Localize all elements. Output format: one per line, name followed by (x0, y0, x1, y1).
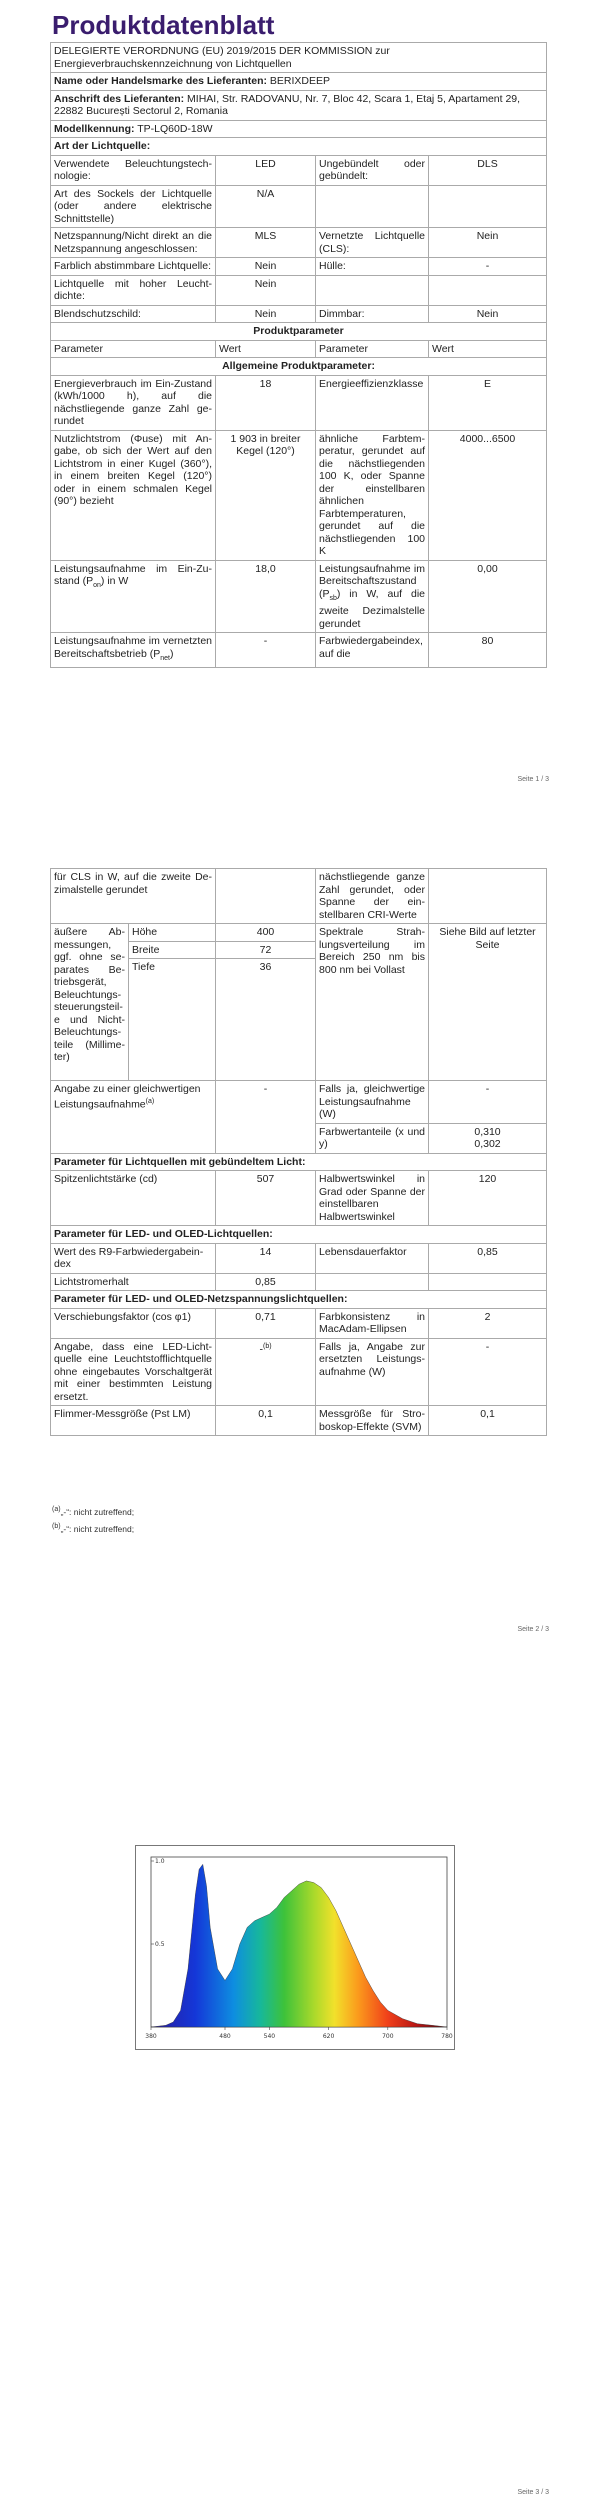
networked-standby-power-value-cont (216, 869, 316, 924)
lamp-type-label: Netzspannung/Nicht direkt an die Netzspannung angeschlossen: (51, 228, 216, 258)
energy-consumption-label: Energieverbrauch im Ein-Zustand (kWh/1000 h), auf die nächstliegende ganze Zahl gerundet (51, 375, 216, 430)
peak-intensity-value: 507 (216, 1171, 316, 1226)
energy-class-value: E (429, 375, 547, 430)
survival-factor-value: 0,85 (429, 1243, 547, 1273)
footnote-b: $^{(b)}$„-“: nicht zutreffend; (52, 1523, 135, 1534)
svm-label: Messgröße für Stroboskop-Effekte (SVM) (316, 1406, 429, 1436)
supplier-name-value: BERIXDEEP (269, 75, 331, 87)
x-tick-label: 480 (219, 2033, 231, 2040)
product-sheet-table-continued (50, 868, 547, 1436)
dimension-width-value: 72 (216, 941, 316, 959)
lamp-type-value: DLS (429, 155, 547, 185)
model-value: TP-LQ60D-18W (137, 122, 213, 135)
on-mode-power-value: 18,0 (216, 560, 316, 633)
y-tick-label: 1.0 (155, 1858, 165, 1865)
lamp-type-value (429, 185, 547, 228)
supplier-address-row (51, 90, 547, 120)
chromaticity-y: 0,302 (474, 1138, 501, 1150)
cri-value-cont (429, 869, 547, 924)
replaced-power-value: - (429, 1338, 547, 1406)
supplier-name-row (51, 73, 547, 91)
lamp-type-label: Art des Sockels der Lichtquelle (oder andere elektrische Schnittstelle) (51, 185, 216, 228)
lamp-type-label (316, 275, 429, 305)
supplier-name-label: Name oder Handelsmarke des Lieferanten: (54, 75, 267, 87)
lamp-type-value: Nein (429, 228, 547, 258)
cri-label: Farbwiedergabeindex, auf die (316, 633, 429, 668)
equivalent-power-value: - (216, 1081, 316, 1154)
svm-value: 0,1 (429, 1406, 547, 1436)
spectral-distribution-value: Siehe Bild auf letzter Seite (429, 924, 547, 1081)
replacement-claim-label: Angabe, dass eine LED-Lichtquelle eine Leuchtstofflichtquelle ohne eingebautes Vorschaltgerät mit einer bestimmten Leistung ersetzt. (51, 1338, 216, 1406)
page-number: Seite 1 / 3 (517, 776, 549, 783)
macadam-label: Farbkonsistenz in MacAdam-Ellipsen (316, 1308, 429, 1338)
color-temperature-value: 4000...6500 (429, 430, 547, 560)
lamp-type-heading: Art der Lichtquelle: (51, 138, 547, 156)
spectral-distribution-label: Spektrale Strahlungsverteilung im Bereich 250 nm bis 800 nm bei Vollast (316, 924, 429, 1081)
x-tick-label: 620 (322, 2033, 335, 2040)
equivalent-power-w-label: Falls ja, gleichwertige Leistungsaufnahme (W) (316, 1081, 429, 1124)
replaced-power-label: Falls ja, Angabe zur ersetzten Leistungsaufnahme (W) (316, 1338, 429, 1406)
page-2 (0, 858, 591, 1638)
lamp-type-value: Nein (429, 305, 547, 323)
macadam-value: 2 (429, 1308, 547, 1338)
lamp-type-value: LED (216, 155, 316, 185)
col-header-param: Parameter (316, 340, 429, 358)
lamp-type-label: Blendschutzschild: (51, 305, 216, 323)
x-tick-label: 380 (145, 2033, 157, 2040)
empty-cell (429, 1273, 547, 1291)
chromaticity-value (429, 1123, 547, 1153)
dimension-height-value: 400 (216, 924, 316, 942)
footnote-a: $^{(a)}$„-“: nicht zutreffend; (52, 1506, 135, 1517)
lamp-type-label: Vernetzte Lichtquelle (CLS): (316, 228, 429, 258)
product-params-heading: Produktparameter (51, 323, 547, 341)
page-3 (0, 1745, 591, 2510)
lamp-type-value: N/A (216, 185, 316, 228)
product-sheet-table (50, 42, 547, 668)
lamp-type-label: Dimmbar: (316, 305, 429, 323)
page-number: Seite 3 / 3 (517, 2489, 549, 2496)
r9-label: Wert des R9-Farbwiedergabeindex (51, 1243, 216, 1273)
mains-heading: Parameter für LED- und OLED-Netzspannungslichtquellen: (51, 1291, 547, 1309)
dimension-width-label: Breite (129, 941, 216, 959)
networked-standby-power-value: - (216, 633, 316, 668)
led-heading: Parameter für LED- und OLED-Lichtquellen: (51, 1226, 547, 1244)
y-tick-label: 0.5 (155, 1941, 165, 1948)
supplier-address-label: Anschrift des Lieferanten: (54, 92, 185, 105)
cri-value: 80 (429, 633, 547, 668)
document-title: Produktdatenblatt (52, 10, 275, 40)
col-header-param: Parameter (51, 340, 216, 358)
on-mode-power-label: Leistungsaufnahme im Ein-Zustand $(P_{on})$ in W (51, 560, 216, 633)
networked-standby-power-label-cont: für CLS in W, auf die zweite Dezimalstelle gerundet (51, 869, 216, 924)
cri-label-cont: nächstliegende ganze Zahl gerundet, oder Spanne der einstellbaren CRI-Werte (316, 869, 429, 924)
chromaticity-x: 0,310 (474, 1125, 501, 1138)
lamp-type-value: MLS (216, 228, 316, 258)
supplier-address-value: MIHAI, Str. RADOVANU, Nr. 7, Bloc 42, Scara 1, Etaj 5, Apartament 29, 22882 București Sectorul 2, Romania (54, 92, 521, 117)
directional-heading: Parameter für Lichtquellen mit gebündeltem Licht: (51, 1153, 547, 1171)
dimensions-label: äußere Abmessungen, ggf. ohne separates Betriebsgerät, Beleuchtungssteuerungsteile und Nicht-Beleuchtungsteile (Millimeter) (51, 924, 129, 1081)
lumen-maintenance-label: Lichtstromerhalt (51, 1273, 216, 1291)
standby-power-label: Leistungsaufnahme im Bereitschaftszustand $(P_{sb})$ in W, auf die zweite Dezimalstelle gerundet (316, 560, 429, 633)
lamp-type-value: - (429, 258, 547, 276)
r9-value: 14 (216, 1243, 316, 1273)
page-number: Seite 2 / 3 (517, 1626, 549, 1633)
lamp-type-label: Lichtquelle mit hoher Leuchtdichte: (51, 275, 216, 305)
spectral-chart-svg (135, 1845, 455, 2050)
x-tick-label: 700 (382, 2033, 394, 2040)
networked-standby-power-label: Leistungsaufnahme im vernetzten Bereitschaftsbetrieb $(P_{net})$ (51, 633, 216, 668)
lamp-type-label: Ungebündelt oder gebündelt: (316, 155, 429, 185)
x-tick-label: 540 (263, 2033, 276, 2040)
lamp-type-value (429, 275, 547, 305)
dimension-height-label: Höhe (129, 924, 216, 942)
survival-factor-label: Lebensdauerfaktor (316, 1243, 429, 1273)
col-header-value: Wert (429, 340, 547, 358)
general-params-heading: Allgemeine Produktparameter: (51, 358, 547, 376)
lamp-type-label (316, 185, 429, 228)
dimension-depth-value: 36 (216, 959, 316, 1081)
model-label: Modellkennung: (54, 122, 135, 135)
chromaticity-label: Farbwertanteile (x und y) (316, 1123, 429, 1153)
regulation-text: DELEGIERTE VERORDNUNG (EU) 2019/2015 DER KOMMISSION zur Energieverbrauchskennzeichnung von Lichtquellen (51, 43, 547, 73)
energy-consumption-value: 18 (216, 375, 316, 430)
beam-angle-label: Halbwertswinkel in Grad oder Spanne der einstellbaren Halbwertswinkel (316, 1171, 429, 1226)
luminous-flux-value: 1 903 in breiter Kegel (120°) (216, 430, 316, 560)
equivalent-power-w-value: - (429, 1081, 547, 1124)
beam-angle-value: 120 (429, 1171, 547, 1226)
standby-power-value: 0,00 (429, 560, 547, 633)
lamp-type-label: Hülle: (316, 258, 429, 276)
empty-cell (316, 1273, 429, 1291)
equivalent-power-label: Angabe zu einer gleichwertigen Leistungsaufnahme$^{(a)}$ (51, 1081, 216, 1154)
energy-class-label: Energieeffizienzklasse (316, 375, 429, 430)
dimension-depth-label: Tiefe (129, 959, 216, 1081)
lamp-type-label: Verwendete Beleuchtungstechnologie: (51, 155, 216, 185)
lamp-type-label: Farblich abstimmbare Lichtquelle: (51, 258, 216, 276)
lamp-type-value: Nein (216, 258, 316, 276)
model-row (51, 120, 547, 138)
spectral-chart (135, 1845, 455, 2050)
replacement-claim-value: -$^{(b)}$ (216, 1338, 316, 1406)
power-factor-label: Verschiebungsfaktor (cos φ1) (51, 1308, 216, 1338)
x-tick-label: 780 (441, 2033, 453, 2040)
page-1 (0, 0, 591, 795)
flicker-value: 0,1 (216, 1406, 316, 1436)
power-factor-value: 0,71 (216, 1308, 316, 1338)
peak-intensity-label: Spitzenlichtstärke (cd) (51, 1171, 216, 1226)
lumen-maintenance-value: 0,85 (216, 1273, 316, 1291)
col-header-value: Wert (216, 340, 316, 358)
flicker-label: Flimmer-Messgröße (Pst LM) (51, 1406, 216, 1436)
lamp-type-value: Nein (216, 275, 316, 305)
luminous-flux-label: Nutzlichtstrom (Φuse) mit Angabe, ob sich der Wert auf den Lichtstrom in einer Kugel (360°), in einem breiten Kegel (120°) oder in einem schmalen Kegel (90°) bezieht (51, 430, 216, 560)
color-temperature-label: ähnliche Farbtemperatur, gerundet auf die nächstliegenden 100 K, oder Spanne der einstellbaren ähnlichen Farbtemperaturen, gerundet auf die nächstliegenden 100 K (316, 430, 429, 560)
lamp-type-value: Nein (216, 305, 316, 323)
